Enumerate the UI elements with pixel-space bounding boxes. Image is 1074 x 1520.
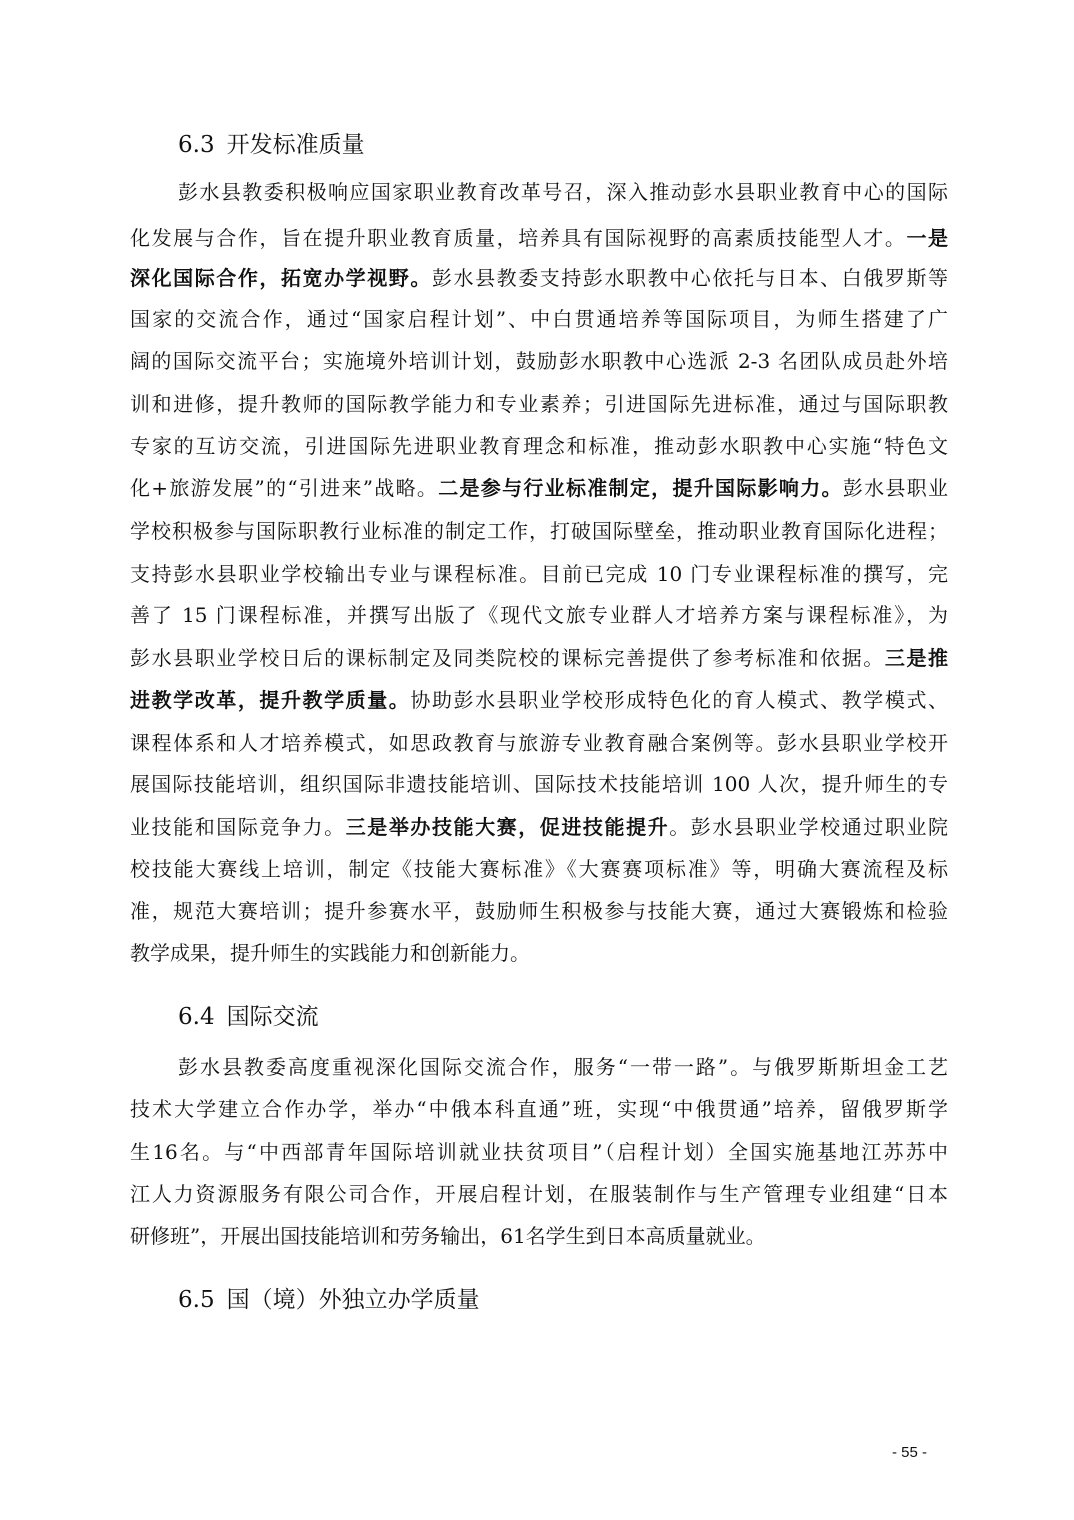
paragraph-line: 专家的互访交流，引进国际先进职业教育理念和标准，推动彭水职教中心实施“特色文 <box>130 434 948 458</box>
paragraph-line: 进教学改革，提升教学质量。协助彭水县职业学校形成特色化的育人模式、教学模式、 <box>130 688 949 712</box>
section-number: 6.3 <box>178 132 215 158</box>
paragraph-line: 学校积极参与国际职教行业标准的制定工作，打破国际壁垒，推动职业教育国际化进程； <box>130 519 948 543</box>
paragraph-line: 校技能大赛线上培训，制定《技能大赛标准》《大赛赛项标准》等，明确大赛流程及标 <box>130 857 948 881</box>
paragraph-line: 业技能和国际竞争力。三是举办技能大赛，促进技能提升。彭水县职业学校通过职业院 <box>130 815 949 839</box>
page-number: - 55 - <box>892 1444 928 1461</box>
paragraph-line: 国家的交流合作，通过“国家启程计划”、中白贯通培养等国际项目，为师生搭建了广 <box>130 307 948 331</box>
bold-phrase: 三是举办技能大赛，促进技能提升 <box>345 815 670 839</box>
section-number: 6.4 <box>178 1004 215 1030</box>
paragraph-line: 化+旅游发展”的“引进来”战略。二是参与行业标准制定，提升国际影响力。彭水县职业 <box>130 476 949 500</box>
bold-phrase: 三是推 <box>884 646 949 670</box>
paragraph-line: 支持彭水县职业学校输出专业与课程标准。目前已完成 10 门专业课程标准的撰写，完 <box>130 562 948 586</box>
paragraph-line: 深化国际合作，拓宽办学视野。彭水县教委支持彭水职教中心依托与日本、白俄罗斯等 <box>130 266 949 290</box>
bold-phrase: 二是参与行业标准制定，提升国际影响力。 <box>438 476 843 500</box>
paragraph-line: 善了 15 门课程标准，并撰写出版了《现代文旅专业群人才培养方案与课程标准》，为 <box>130 603 948 627</box>
section-heading-6-4 <box>178 1002 319 1032</box>
paragraph-line: 生16名。与“中西部青年国际培训就业扶贫项目”（启程计划）全国实施基地江苏苏中 <box>130 1140 948 1164</box>
paragraph-line: 训和进修，提升教师的国际教学能力和专业素养；引进国际先进标准，通过与国际职教 <box>130 392 948 416</box>
section-title: 开发标准质量 <box>226 132 365 158</box>
paragraph-line: 彭水县教委高度重视深化国际交流合作，服务“一带一路”。与俄罗斯斯坦金工艺 <box>178 1055 948 1079</box>
bold-phrase: 进教学改革，提升教学质量。 <box>130 688 411 712</box>
section-number: 6.5 <box>178 1287 215 1313</box>
paragraph-line: 课程体系和人才培养模式，如思政教育与旅游专业教育融合案例等。彭水县职业学校开 <box>130 731 948 755</box>
paragraph-line: 研修班”，开展出国技能培训和劳务输出，61名学生到日本高质量就业。 <box>130 1224 766 1248</box>
paragraph-line: 彭水县职业学校日后的课标制定及同类院校的课标完善提供了参考标准和依据。三是推 <box>130 646 949 670</box>
paragraph-line: 江人力资源服务有限公司合作，开展启程计划，在服装制作与生产管理专业组建“日本 <box>130 1182 948 1206</box>
paragraph-line: 展国际技能培训，组织国际非遗技能培训、国际技术技能培训 100 人次，提升师生的专 <box>130 772 948 796</box>
paragraph-line: 准，规范大赛培训；提升参赛水平，鼓励师生积极参与技能大赛，通过大赛锻炼和检验 <box>130 899 948 923</box>
bold-phrase: 一是 <box>906 226 949 250</box>
bold-phrase: 深化国际合作，拓宽办学视野。 <box>130 266 432 290</box>
paragraph-line: 教学成果，提升师生的实践能力和创新能力。 <box>130 941 530 965</box>
section-heading-6-3 <box>178 130 365 160</box>
section-title: 国（境）外独立办学质量 <box>226 1287 480 1313</box>
paragraph-line: 彭水县教委积极响应国家职业教育改革号召，深入推动彭水县职业教育中心的国际 <box>178 180 948 204</box>
paragraph-line: 阔的国际交流平台；实施境外培训计划，鼓励彭水职教中心选派 2-3 名团队成员赴外培 <box>130 349 948 373</box>
paragraph-line: 技术大学建立合作办学，举办“中俄本科直通”班，实现“中俄贯通”培养，留俄罗斯学 <box>130 1097 948 1121</box>
paragraph-line: 化发展与合作，旨在提升职业教育质量，培养具有国际视野的高素质技能型人才。一是 <box>130 226 949 250</box>
section-title: 国际交流 <box>226 1004 319 1030</box>
section-heading-6-5 <box>178 1285 480 1315</box>
